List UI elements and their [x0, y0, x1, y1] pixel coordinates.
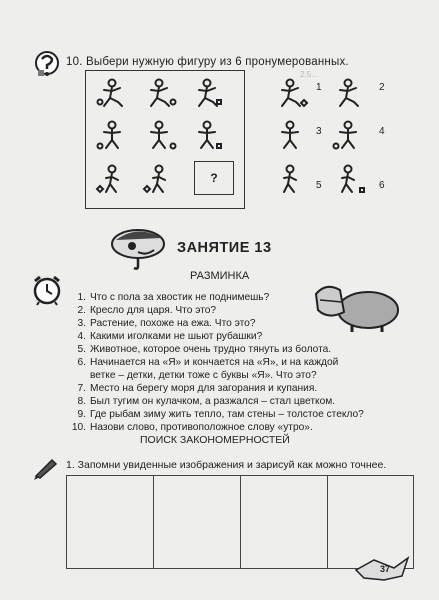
question-box	[194, 161, 234, 195]
riddle-item: 4. Какими иголками не шьют рубашки?	[77, 331, 263, 342]
table-divider	[327, 476, 328, 568]
option-number: 3	[316, 126, 322, 137]
task-1-text: 1. Запомни увиденные изображения и зарисуй как можно точнее.	[66, 459, 387, 471]
riddle-item: 10. Назови слово, противоположное слову «утро».	[71, 422, 313, 433]
warmup-title: РАЗМИНКА	[190, 270, 250, 282]
lesson-title: ЗАНЯТИЕ 13	[177, 240, 272, 256]
riddle-item: 9. Где рыбам зиму жить тепло, там стены – толстое стекло?	[77, 409, 364, 420]
riddle-item: 6. Начинается на «Я» и кончается на «Я», и на каждой ветке – детки, детки тоже с буквы «Я». Что это?	[77, 357, 339, 381]
table-divider	[240, 476, 241, 568]
option-number: 4	[379, 126, 385, 137]
riddle-item: 7. Место на берегу моря для загорания и купания.	[77, 383, 318, 394]
task-10-text: 10. Выбери нужную фигуру из 6 пронумерованных.	[66, 56, 349, 68]
option-number: 5	[316, 180, 322, 191]
patterns-section-title: ПОИСК ЗАКОНОМЕРНОСТЕЙ	[140, 434, 290, 446]
riddle-item: 1. Что с пола за хвостик не поднимешь?	[77, 292, 270, 303]
page-number: 37	[380, 564, 391, 574]
drawing-table	[66, 475, 414, 569]
question-mark: ?	[210, 171, 218, 185]
option-number: 2	[379, 82, 385, 93]
hippo-illustration	[312, 280, 402, 339]
puzzle-head-icon	[34, 50, 60, 85]
table-divider	[153, 476, 154, 568]
stick-figures-options	[278, 78, 378, 203]
riddle-item: 8. Был тугим он кулачком, а разжался – стал цветком.	[77, 396, 336, 407]
pencil-icon	[32, 454, 58, 485]
riddle-item: 5. Животное, которое очень трудно тянуть из болота.	[77, 344, 332, 355]
option-number: 6	[379, 180, 385, 191]
alarm-clock-icon	[30, 272, 64, 311]
option-number: 1	[316, 82, 322, 93]
riddle-item: 2. Кресло для царя. Что это?	[77, 305, 217, 316]
bleed-through-text: 2.5...	[300, 70, 318, 79]
pirate-with-hook-illustration	[108, 222, 170, 277]
riddle-item: 3. Растение, похоже на ежа. Что это?	[77, 318, 256, 329]
